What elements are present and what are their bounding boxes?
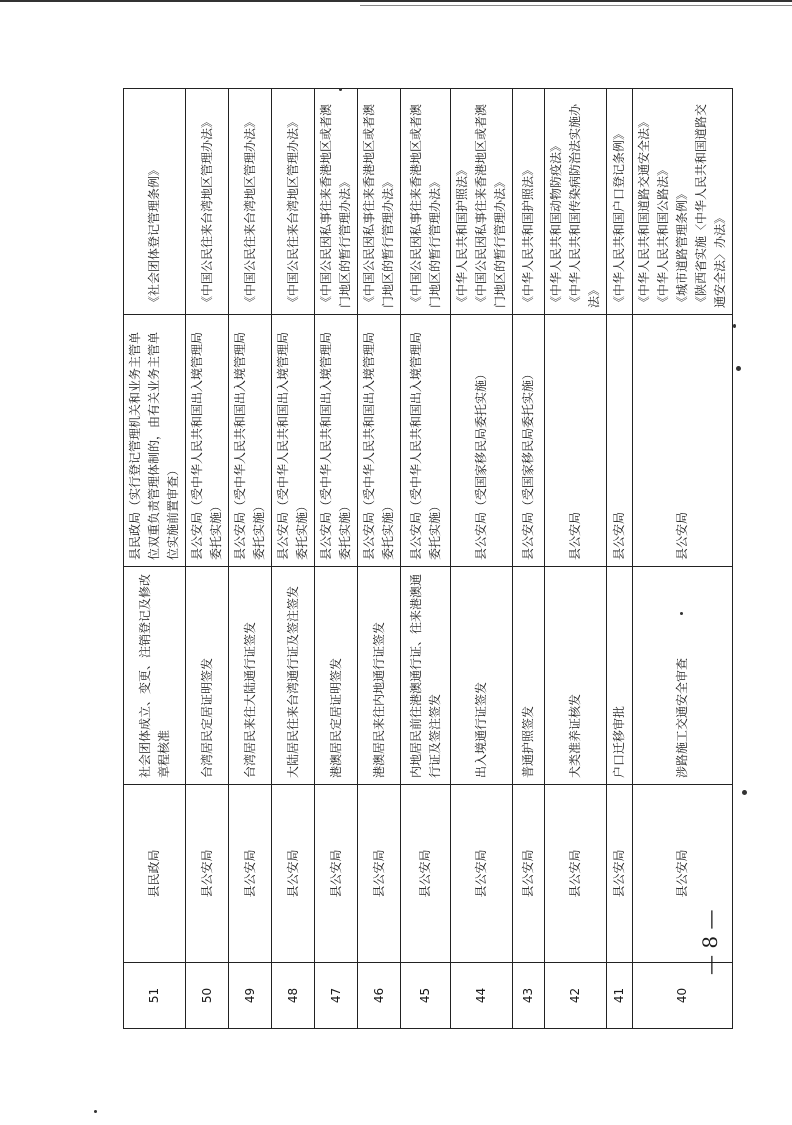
legal-basis-line: 《社会团体登记管理条例》 [147,163,161,308]
table-row [186,89,229,1029]
item-name-cell: 内地居民前往港澳通行证、往来港澳通行证及签注签发 [401,567,451,785]
item-name-cell: 社会团体成立、变更、注销登记及修改章程核准 [124,567,186,785]
legal-basis-cell [633,89,733,315]
department-cell: 县公安局 [633,785,733,963]
legal-basis-line: 《中华人民共和国道路交通安全法》 [637,115,651,308]
row-number: 51 [124,963,186,1029]
item-name-cell: 出入境通行证签发 [451,567,513,785]
scan-speck [339,88,342,91]
implementing-org-cell: 县公安局（受中华人民共和国出入境管理局委托实施） [401,315,451,567]
legal-basis-line: 《中国公民因私事往来香港地区或者澳门地区的暂行管理办法》 [362,103,395,308]
item-name-cell: 户口迁移审批 [607,567,633,785]
table-row [545,89,607,1029]
row-number: 50 [186,963,229,1029]
row-number: 45 [401,963,451,1029]
scan-speck [94,1110,97,1113]
item-name-cell: 台湾居民来往大陆通行证签发 [229,567,272,785]
row-number: 46 [358,963,401,1029]
table-row [513,89,545,1029]
legal-basis-line: 《中华人民共和国护照法》 [521,163,535,308]
administrative-permits-table [123,88,733,1029]
legal-basis-line: 《中国公民往来台湾地区管理办法》 [285,115,300,308]
legal-basis-line: 《陕西省实施〈中华人民共和国道路交通安全法〉办法》 [694,103,727,308]
top-border-line [0,0,792,2]
implementing-org-cell: 县公安局（受中华人民共和国出入境管理局委托实施） [272,315,315,567]
department-cell: 县公安局 [229,785,272,963]
legal-basis-line: 《中国公民往来台湾地区管理办法》 [199,115,214,308]
row-number: 48 [272,963,315,1029]
item-name-cell: 犬类准养证核发 [545,567,607,785]
department-cell: 县公安局 [513,785,545,963]
row-number: 40 [633,963,733,1029]
department-cell: 县公安局 [451,785,513,963]
table-row [272,89,315,1029]
row-number: 41 [607,963,633,1029]
implementing-org-cell: 县公安局 [607,315,633,567]
implementing-org-cell: 县公安局（受国家移民局委托实施） [451,315,513,567]
legal-basis-cell [401,89,451,315]
table-row [633,89,733,1029]
row-number: 44 [451,963,513,1029]
item-name-cell: 台湾居民定居证明签发 [186,567,229,785]
scan-speck [742,790,747,795]
implementing-org-cell: 县公安局 [633,315,733,567]
scan-speck [680,612,683,615]
scan-speck [733,324,736,328]
legal-basis-line: 《中华人民共和国动物防疫法》 [549,139,563,308]
department-cell: 县公安局 [358,785,401,963]
legal-basis-cell [186,89,229,315]
legal-basis-line: 《中华人民共和国传染病防治法实施办法》 [568,103,601,308]
page-number: — 8 — [698,909,722,975]
department-cell: 县公安局 [186,785,229,963]
table-row [315,89,358,1029]
implementing-org-cell: 县公安局（受国家移民局委托实施） [513,315,545,567]
item-name-cell: 港澳居民定居证明签发 [315,567,358,785]
department-cell: 县公安局 [272,785,315,963]
table-row [229,89,272,1029]
item-name-cell: 普通护照签发 [513,567,545,785]
row-number: 47 [315,963,358,1029]
row-number: 42 [545,963,607,1029]
department-cell: 县公安局 [607,785,633,963]
legal-basis-cell [272,89,315,315]
implementing-org-cell: 县公安局（受中华人民共和国出入境管理局委托实施） [186,315,229,567]
row-number: 43 [513,963,545,1029]
legal-basis-line: 《中国公民因私事往来香港地区或者澳门地区的暂行管理办法》 [319,103,352,308]
legal-basis-line: 《中华人民共和国护照法》 [455,163,469,308]
legal-basis-line: 《中国公民因私事往来香港地区或者澳门地区的暂行管理办法》 [474,103,507,308]
table-row [607,89,633,1029]
legal-basis-line: 《中华人民共和国公路法》 [656,163,670,308]
top-border-line-secondary [360,5,792,6]
legal-basis-cell [513,89,545,315]
implementing-org-cell: 县公安局 [545,315,607,567]
legal-basis-cell [607,89,633,315]
department-cell: 县民政局 [124,785,186,963]
legal-basis-cell [124,89,186,315]
implementing-org-cell: 县公安局（受中华人民共和国出入境管理局委托实施） [315,315,358,567]
implementing-org-cell: 县公安局（受中华人民共和国出入境管理局委托实施） [229,315,272,567]
legal-basis-cell [451,89,513,315]
legal-basis-line: 《中国公民因私事往来香港地区或者澳门地区的暂行管理办法》 [408,103,442,308]
legal-basis-cell [358,89,401,315]
legal-basis-line: 《城市道路管理条例》 [675,187,689,308]
department-cell: 县公安局 [315,785,358,963]
table-row [358,89,401,1029]
table-row [401,89,451,1029]
table-row [451,89,513,1029]
item-name-cell: 大陆居民往来台湾通行证及签注签发 [272,567,315,785]
implementing-org-cell: 县公安局（受中华人民共和国出入境管理局委托实施） [358,315,401,567]
legal-basis-cell [545,89,607,315]
rotated-table-container [123,89,727,1029]
legal-basis-line: 《中华人民共和国户口登记条例》 [612,127,626,308]
implementing-org-cell: 县民政局（实行登记管理机关和业务主管单位双重负责管理体制的，由有关业务主管单位实施前置审查） [124,315,186,567]
table-row [124,89,186,1029]
legal-basis-cell [229,89,272,315]
legal-basis-cell [315,89,358,315]
department-cell: 县公安局 [401,785,451,963]
item-name-cell: 港澳居民来往内地通行证签发 [358,567,401,785]
row-number: 49 [229,963,272,1029]
scan-speck [736,366,741,371]
legal-basis-line: 《中国公民往来台湾地区管理办法》 [242,115,257,308]
department-cell: 县公安局 [545,785,607,963]
item-name-cell: 涉路施工交通安全审查 [633,567,733,785]
